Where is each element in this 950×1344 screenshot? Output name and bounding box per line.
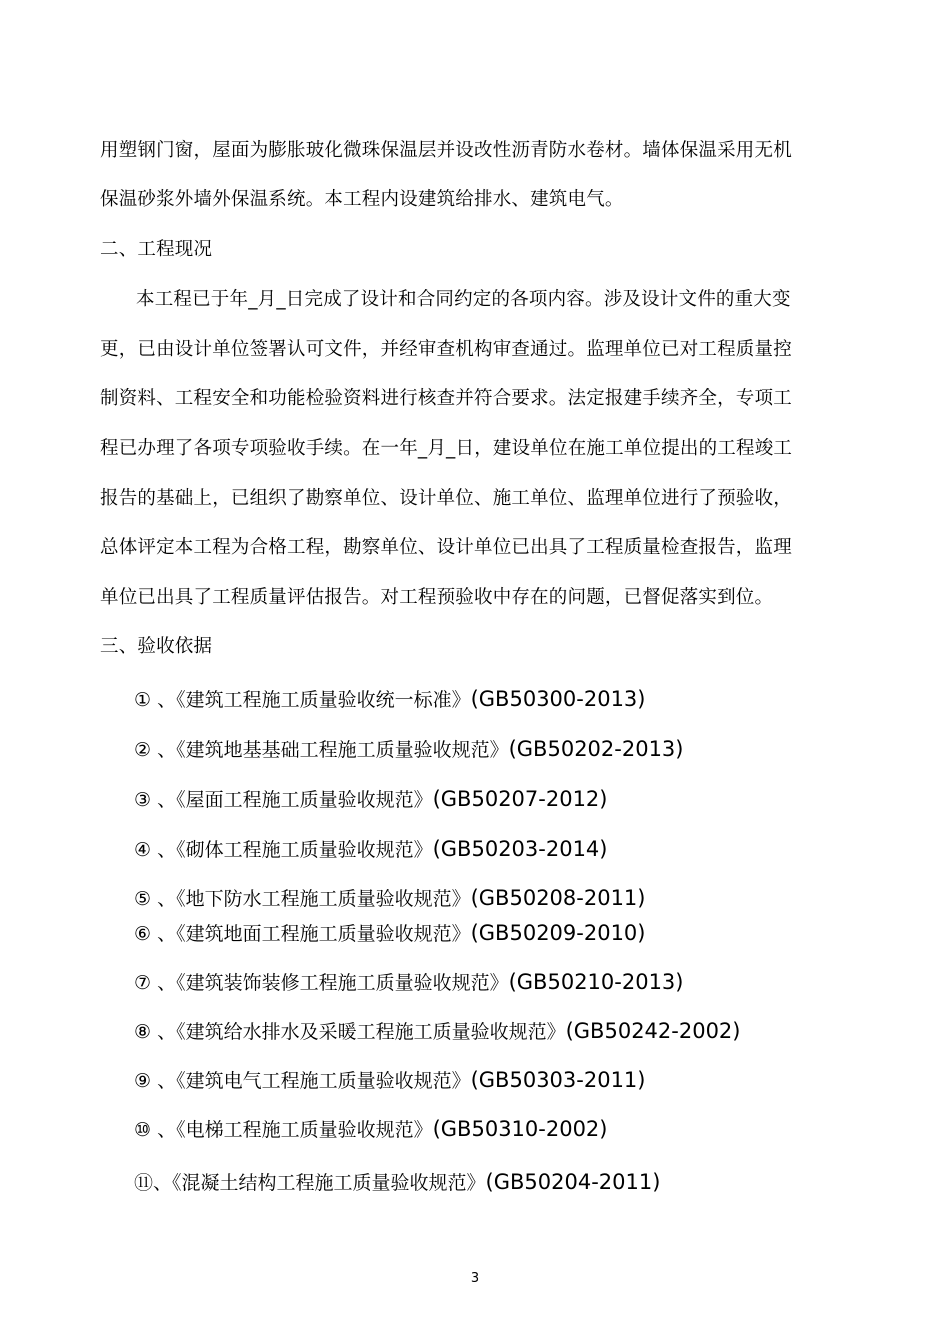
item-title: 、《建筑地基基础工程施工质量验收规范》 xyxy=(151,739,509,761)
item-title: 、《建筑地面工程施工质量验收规范》 xyxy=(151,923,471,945)
item-code: (GB50303-2011) xyxy=(470,1068,646,1092)
item-number: ③ xyxy=(134,789,152,811)
reference-item xyxy=(134,735,683,764)
reference-item xyxy=(134,685,645,714)
reference-item xyxy=(134,785,607,814)
item-code: (GB50207-2012) xyxy=(432,787,608,811)
body-text-line: 总体评定本工程为合格工程，勘察单位、设计单位已出具了工程质量检查报告，监理 xyxy=(100,537,792,558)
reference-item xyxy=(134,968,683,997)
reference-item xyxy=(134,1115,607,1144)
body-text-line: 用塑钢门窗，屋面为膨胀玻化微珠保温层并设改性沥青防水卷材。墙体保温采用无机 xyxy=(100,140,792,161)
item-code: (GB50202-2013) xyxy=(508,737,684,761)
item-number: ⑩ xyxy=(134,1119,152,1141)
item-title: 、《建筑给水排水及采暖工程施工质量验收规范》 xyxy=(151,1021,566,1043)
item-number: ⑤ xyxy=(134,888,152,910)
reference-item xyxy=(134,1066,645,1095)
item-number: ⑪ xyxy=(134,1172,154,1194)
item-number: ⑦ xyxy=(134,972,152,994)
section-heading: 二、工程现况 xyxy=(100,239,213,260)
reference-item xyxy=(134,1168,660,1197)
item-title: 、《电梯工程施工质量验收规范》 xyxy=(151,1119,433,1141)
item-title: 、《地下防水工程施工质量验收规范》 xyxy=(151,888,471,910)
body-text-line: 更，已由设计单位签署认可文件，并经审查机构审查通过。监理单位已对工程质量控 xyxy=(100,339,792,360)
body-text-line: 单位已出具了工程质量评估报告。对工程预验收中存在的问题，已督促落实到位。 xyxy=(100,587,774,608)
item-code: (GB50242-2002) xyxy=(565,1019,741,1043)
reference-item xyxy=(134,919,645,948)
body-text-line: 制资料、工程安全和功能检验资料进行核查并符合要求。法定报建手续齐全，专项工 xyxy=(100,388,792,409)
item-title: 、《建筑装饰装修工程施工质量验收规范》 xyxy=(151,972,509,994)
body-text-line: 本工程已于年_月_日完成了设计和合同约定的各项内容。涉及设计文件的重大变 xyxy=(136,289,791,310)
item-number: ④ xyxy=(134,839,152,861)
item-code: (GB50210-2013) xyxy=(508,970,684,994)
item-number: ⑥ xyxy=(134,923,152,945)
item-number: ⑧ xyxy=(134,1021,152,1043)
item-title: 、《混凝土结构工程施工质量验收规范》 xyxy=(153,1172,486,1194)
item-code: (GB50204-2011) xyxy=(485,1170,661,1194)
item-title: 、《建筑电气工程施工质量验收规范》 xyxy=(151,1070,471,1092)
item-number: ⑨ xyxy=(134,1070,152,1092)
reference-item xyxy=(134,1017,740,1046)
body-text-line: 报告的基础上，已组织了勘察单位、设计单位、施工单位、监理单位进行了预验收， xyxy=(100,488,792,509)
item-code: (GB50203-2014) xyxy=(432,837,608,861)
item-title: 、《建筑工程施工质量验收统一标准》 xyxy=(151,689,471,711)
item-title: 、《屋面工程施工质量验收规范》 xyxy=(151,789,433,811)
reference-item xyxy=(134,884,645,913)
item-number: ① xyxy=(134,689,152,711)
item-number: ② xyxy=(134,739,152,761)
page-number: 3 xyxy=(470,1271,480,1286)
body-text-line: 保温砂浆外墙外保温系统。本工程内设建筑给排水、建筑电气。 xyxy=(100,189,624,210)
item-code: (GB50300-2013) xyxy=(470,687,646,711)
item-title: 、《砌体工程施工质量验收规范》 xyxy=(151,839,433,861)
section-heading: 三、验收依据 xyxy=(100,636,213,657)
body-text-line: 程已办理了各项专项验收手续。在一年_月_日，建设单位在施工单位提出的工程竣工 xyxy=(100,438,793,459)
item-code: (GB50310-2002) xyxy=(432,1117,608,1141)
item-code: (GB50209-2010) xyxy=(470,921,646,945)
reference-item xyxy=(134,835,607,864)
item-code: (GB50208-2011) xyxy=(470,886,646,910)
